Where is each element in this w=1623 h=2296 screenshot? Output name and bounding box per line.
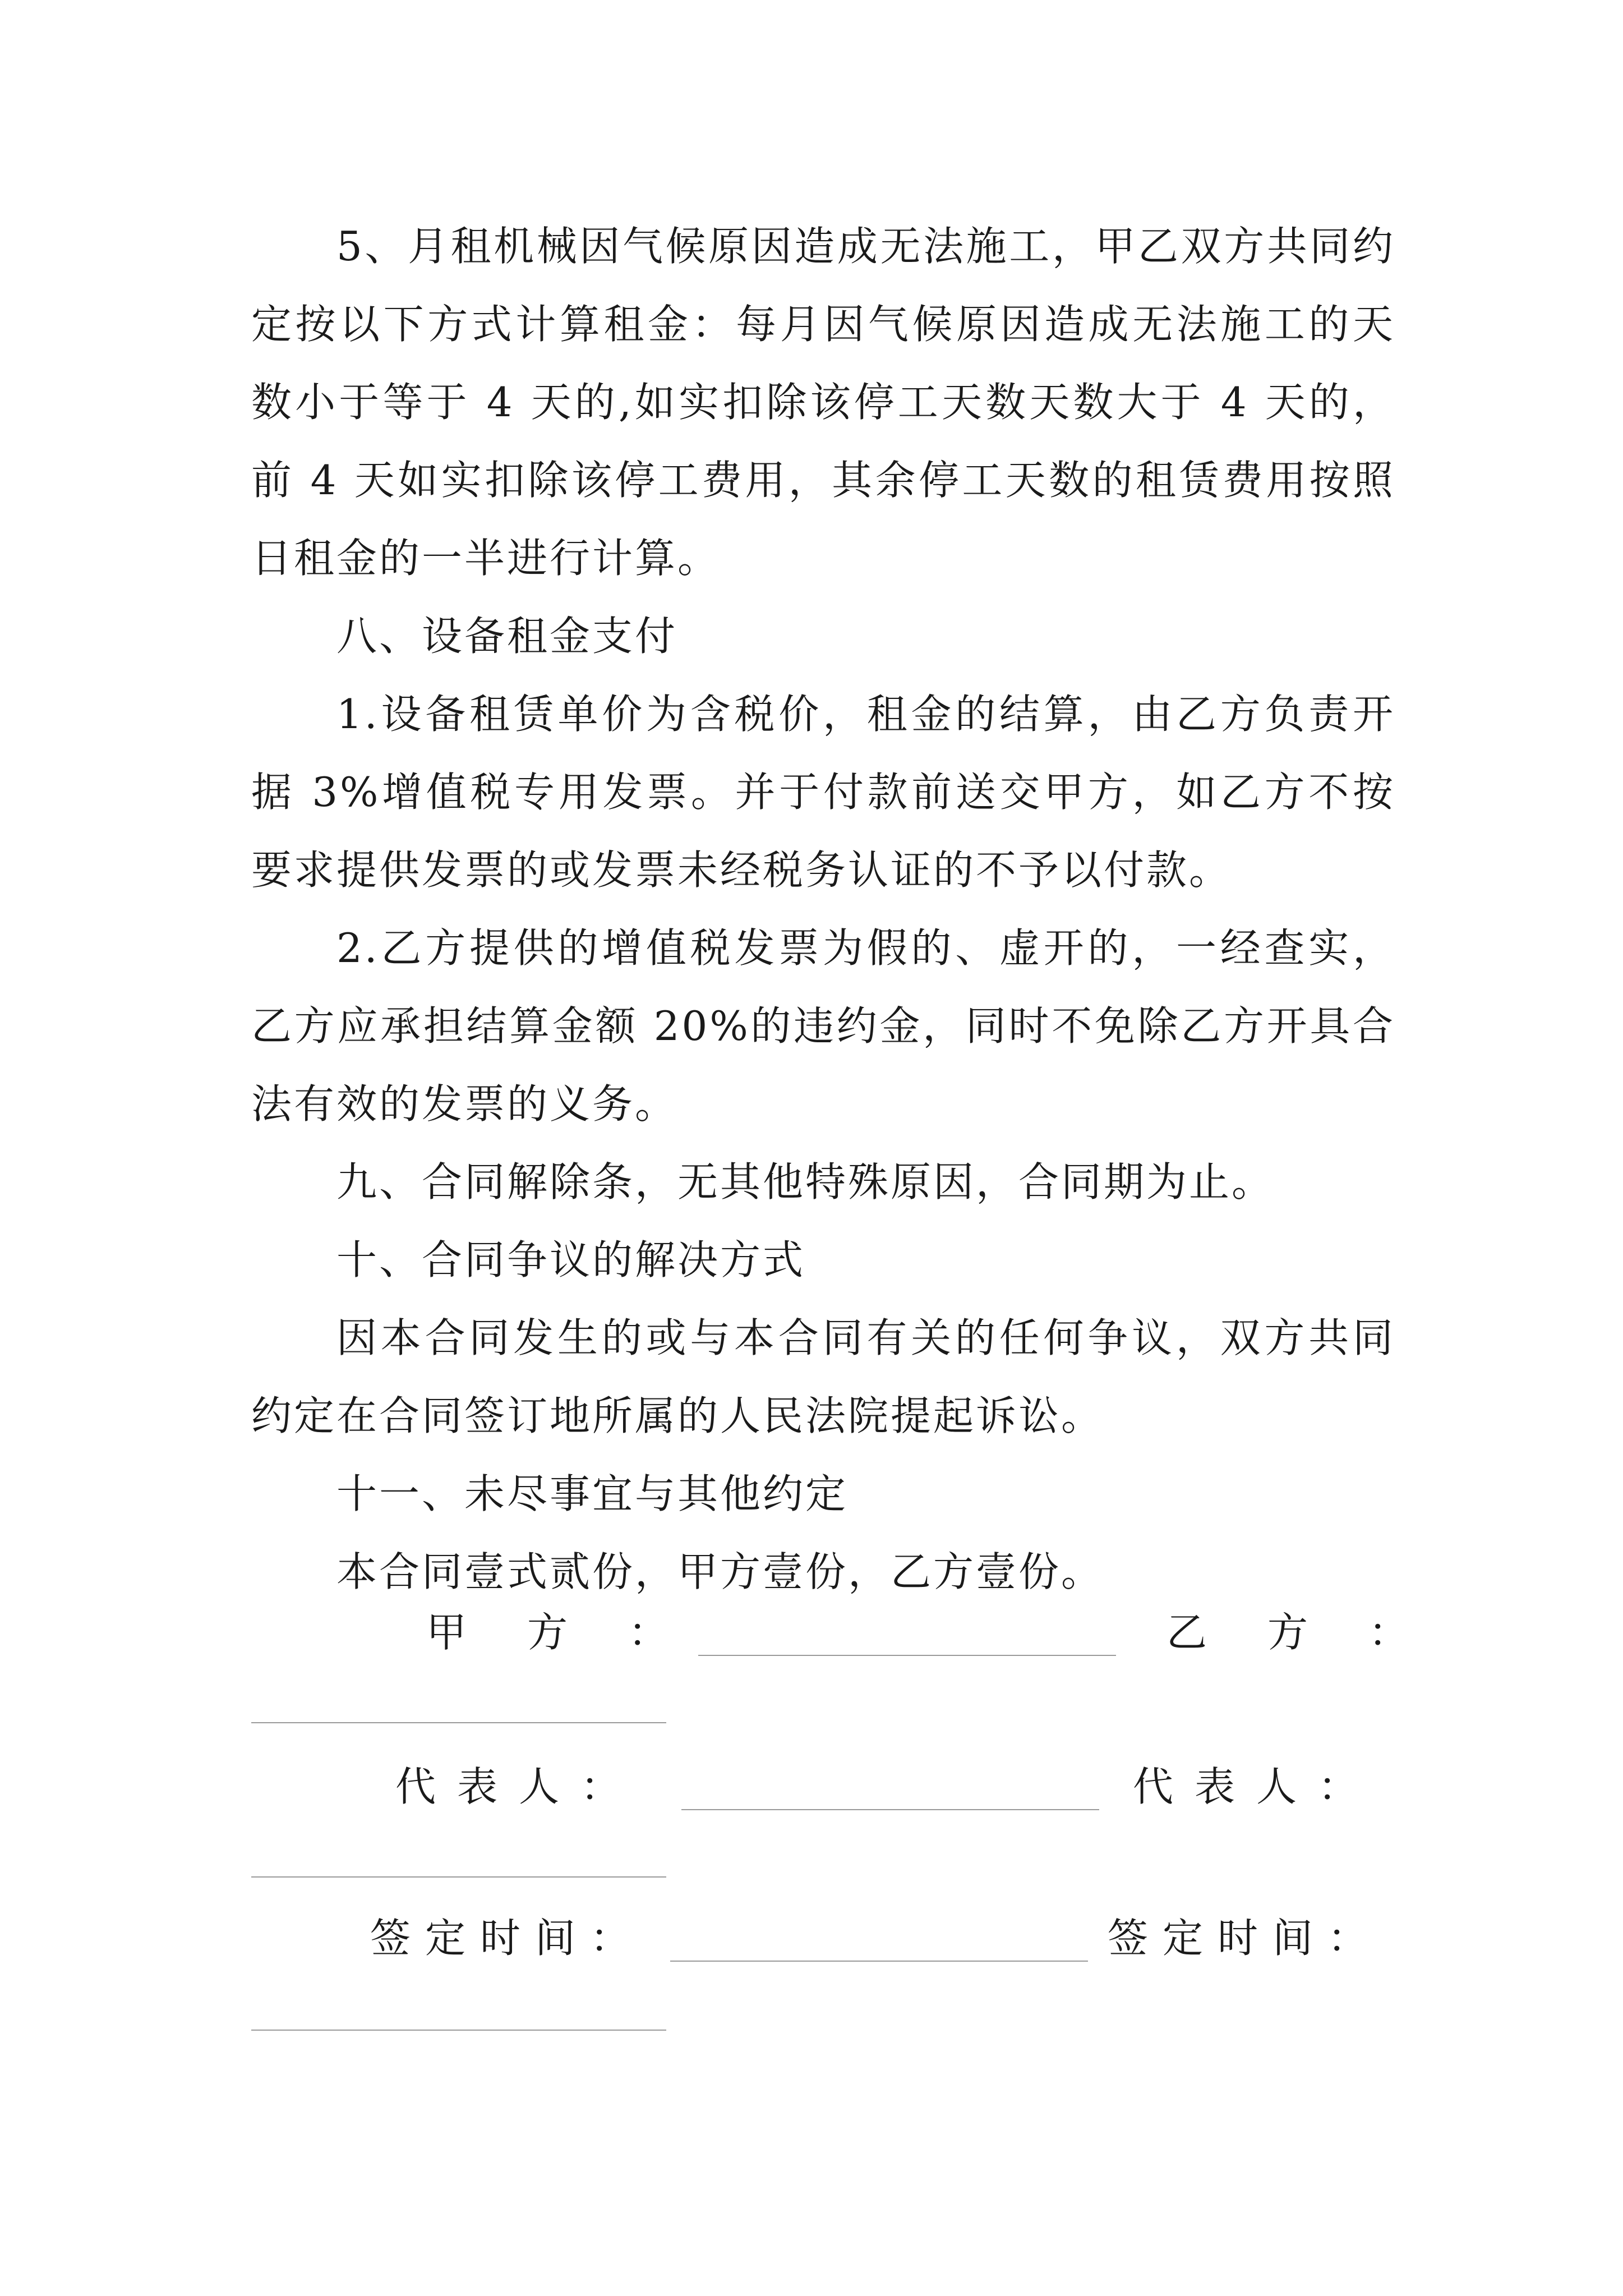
party-a-signature-line[interactable]: [698, 1655, 1116, 1656]
date-b-signature-line[interactable]: [251, 2030, 666, 2031]
date-b-label: 签定时间：: [1108, 1915, 1383, 1962]
section-heading-other: 十一、未尽事宜与其他约定: [336, 1470, 849, 1517]
rep-b-label: 代表人：: [1133, 1763, 1380, 1810]
clause-fake-invoice: 2.乙方提供的增值税发票为假的、虚开的，一经查实，乙方应承担结算金额 20%的违约金，同时不免除乙方开具合法有效的发票的义务。: [251, 924, 1395, 1128]
clause-copies: 本合同壹式贰份，甲方壹份，乙方壹份。: [336, 1548, 1104, 1595]
party-a-label: 甲 方 ：: [426, 1609, 679, 1656]
rep-a-signature-line[interactable]: [681, 1809, 1099, 1810]
date-a-label: 签定时间：: [370, 1915, 645, 1962]
party-b-signature-line[interactable]: [251, 1722, 666, 1723]
clause-dispute: 因本合同发生的或与本合同有关的任何争议，双方共同约定在合同签订地所属的人民法院提起诉讼。: [251, 1314, 1395, 1439]
section-heading-rent-payment: 八、设备租金支付: [336, 613, 678, 660]
party-b-label: 乙 方 ：: [1166, 1609, 1419, 1656]
section-heading-termination: 九、合同解除条，无其他特殊原因，合同期为止。: [336, 1158, 1275, 1205]
date-a-signature-line[interactable]: [670, 1961, 1088, 1962]
rep-a-label: 代表人：: [395, 1763, 643, 1810]
contract-body: [251, 208, 1395, 1611]
section-heading-dispute: 十、合同争议的解决方式: [336, 1236, 806, 1283]
signature-row-date: [0, 1910, 1623, 1989]
clause-invoice: 1.设备租赁单价为含税价，租金的结算，由乙方负责开据 3%增值税专用发票。并于付款前送交甲方，如乙方不按要求提供发票的或发票未经税务认证的不予以付款。: [251, 691, 1395, 894]
signature-row-representative: [0, 1759, 1623, 1837]
clause-weather-rent: 5、月租机械因气候原因造成无法施工，甲乙双方共同约定按以下方式计算租金：每月因气候原因造成无法施工的天数小于等于 4 天的,如实扣除该停工天数天数大于 4 天的，前 4 天如实扣除该停工费用，其余停工天数的租赁费用按照日租金的一半进行计算。: [251, 223, 1395, 582]
rep-b-signature-line[interactable]: [251, 1876, 666, 1878]
signature-row-party: [0, 1604, 1623, 1683]
